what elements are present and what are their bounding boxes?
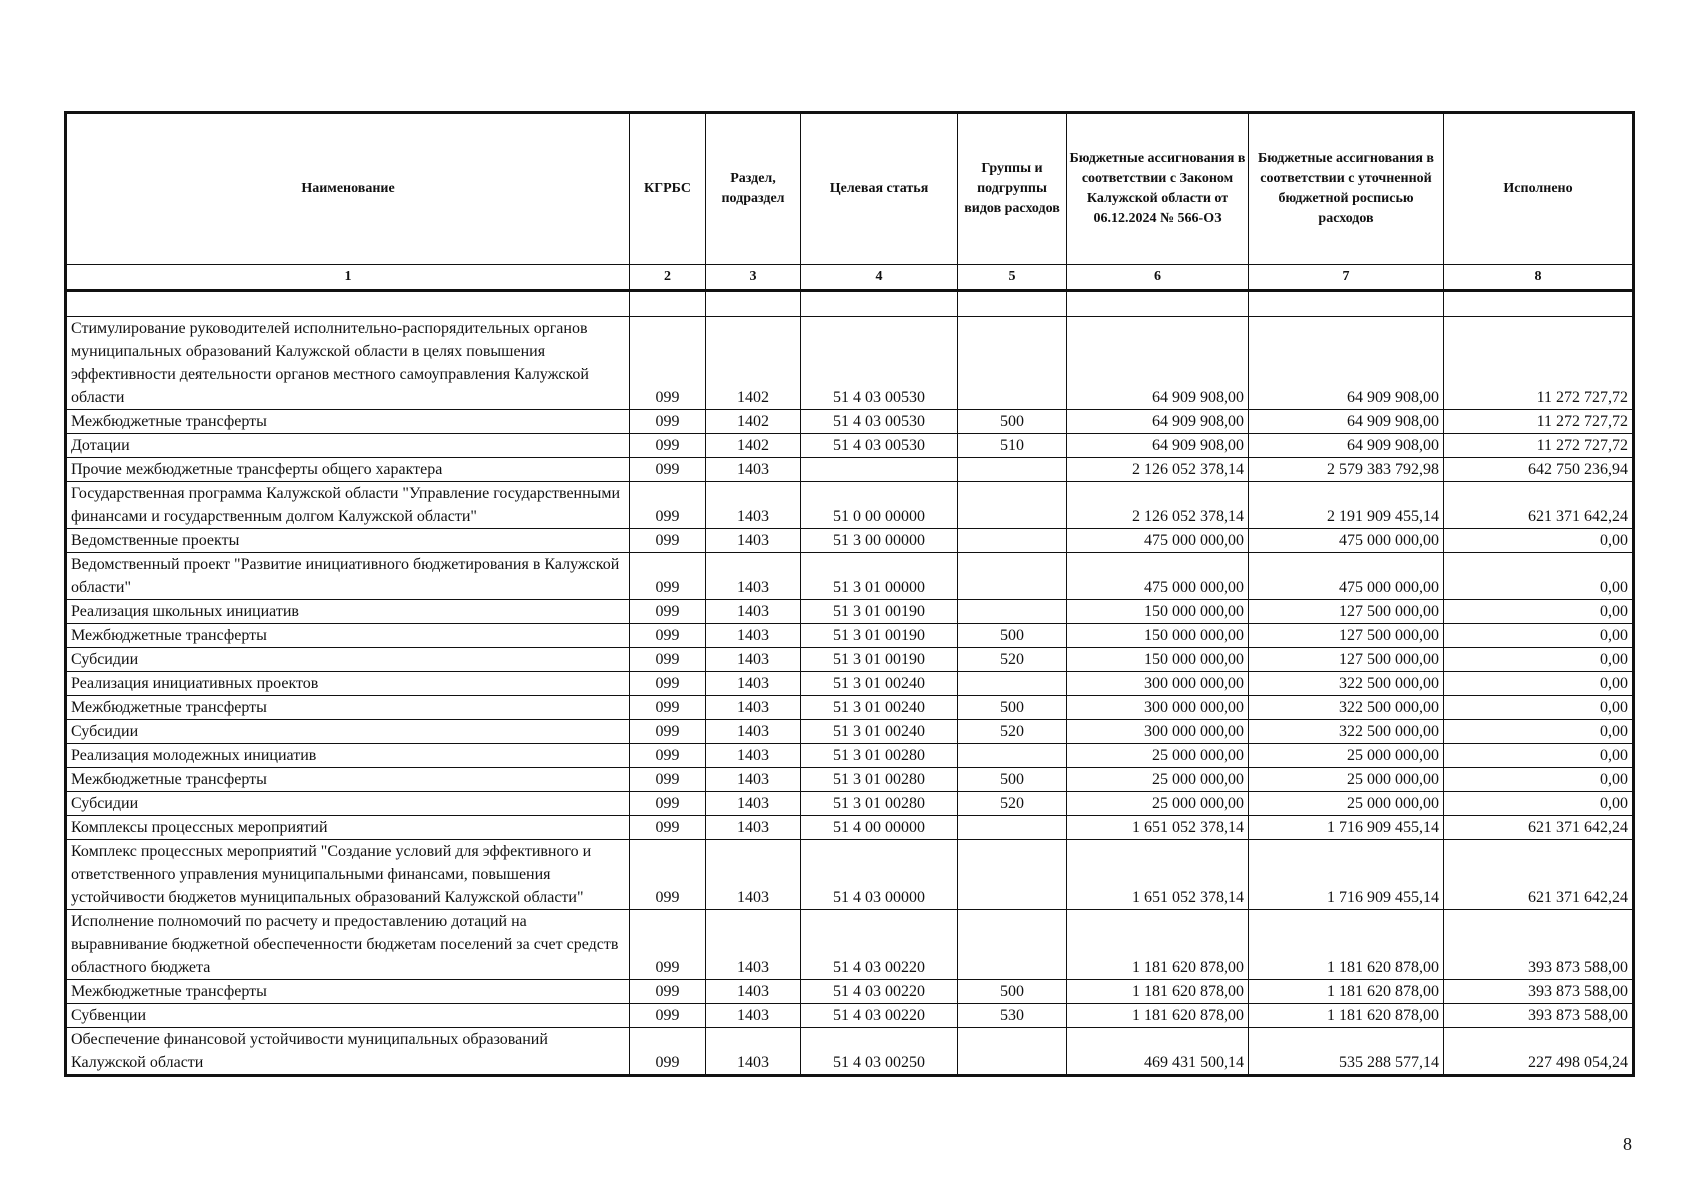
cell-name: Стимулирование руководителей исполнительно-распорядительных органов муниципальных образований Калужской области в целях повышения эффективности деятельности органов местного самоуправления Калужской области	[66, 317, 630, 410]
table-row	[66, 434, 1634, 458]
cell-section: 1403	[706, 816, 801, 840]
header-section: Раздел, подраздел	[706, 113, 801, 265]
cell-target: 51 4 03 00220	[801, 980, 958, 1004]
cell-group	[958, 816, 1067, 840]
table-row	[66, 980, 1634, 1004]
cell-name: Межбюджетные трансферты	[66, 410, 630, 434]
cell-executed: 0,00	[1444, 792, 1634, 816]
cell-law: 469 431 500,14	[1067, 1028, 1249, 1076]
cell-refined: 25 000 000,00	[1249, 744, 1444, 768]
cell-name: Субсидии	[66, 792, 630, 816]
cell-refined: 1 181 620 878,00	[1249, 980, 1444, 1004]
cell-target	[801, 458, 958, 482]
cell-kgrbs: 099	[630, 529, 706, 553]
cell-group	[958, 458, 1067, 482]
cell-group: 500	[958, 696, 1067, 720]
cell-kgrbs: 099	[630, 553, 706, 600]
cell-refined: 2 191 909 455,14	[1249, 482, 1444, 529]
cell-name: Государственная программа Калужской области "Управление государственными финансами и государственным долгом Калужской области"	[66, 482, 630, 529]
cell-executed: 0,00	[1444, 600, 1634, 624]
cell-law: 300 000 000,00	[1067, 696, 1249, 720]
cell-refined: 2 579 383 792,98	[1249, 458, 1444, 482]
cell-target: 51 4 03 00220	[801, 910, 958, 980]
cell-kgrbs: 099	[630, 910, 706, 980]
cell-kgrbs: 099	[630, 792, 706, 816]
page-number: 8	[1623, 1134, 1632, 1154]
cell-group	[958, 672, 1067, 696]
cell-target: 51 4 00 00000	[801, 816, 958, 840]
cell-group	[958, 600, 1067, 624]
cell-section: 1403	[706, 980, 801, 1004]
cell-kgrbs: 099	[630, 840, 706, 910]
cell-law: 300 000 000,00	[1067, 672, 1249, 696]
cell-kgrbs: 099	[630, 1028, 706, 1076]
cell-group: 500	[958, 624, 1067, 648]
column-number: 5	[958, 265, 1067, 291]
cell-executed: 621 371 642,24	[1444, 816, 1634, 840]
cell-kgrbs: 099	[630, 672, 706, 696]
cell-kgrbs: 099	[630, 624, 706, 648]
cell-section: 1403	[706, 768, 801, 792]
cell-kgrbs: 099	[630, 317, 706, 410]
cell-section: 1403	[706, 792, 801, 816]
column-number: 8	[1444, 265, 1634, 291]
column-number: 4	[801, 265, 958, 291]
cell-target: 51 3 01 00190	[801, 624, 958, 648]
cell-executed: 393 873 588,00	[1444, 910, 1634, 980]
cell-group: 520	[958, 648, 1067, 672]
header-refined: Бюджетные ассигнования в соответствии с уточненной бюджетной росписью расходов	[1249, 113, 1444, 265]
cell-group	[958, 553, 1067, 600]
cell-executed: 0,00	[1444, 624, 1634, 648]
cell-name: Реализация инициативных проектов	[66, 672, 630, 696]
cell-target: 51 3 01 00240	[801, 696, 958, 720]
cell-refined: 25 000 000,00	[1249, 768, 1444, 792]
cell-group	[958, 840, 1067, 910]
cell-refined: 1 181 620 878,00	[1249, 910, 1444, 980]
cell-name: Комплексы процессных мероприятий	[66, 816, 630, 840]
header-kgrbs: КГРБС	[630, 113, 706, 265]
cell-name: Реализация школьных инициатив	[66, 600, 630, 624]
column-number: 2	[630, 265, 706, 291]
spacer-row	[66, 291, 1634, 317]
cell-law: 64 909 908,00	[1067, 410, 1249, 434]
cell-executed: 621 371 642,24	[1444, 482, 1634, 529]
cell-target: 51 3 01 00240	[801, 720, 958, 744]
cell-executed: 227 498 054,24	[1444, 1028, 1634, 1076]
table-row	[66, 1004, 1634, 1028]
cell-kgrbs: 099	[630, 696, 706, 720]
cell-kgrbs: 099	[630, 458, 706, 482]
cell-section: 1403	[706, 910, 801, 980]
cell-executed: 0,00	[1444, 744, 1634, 768]
table-row	[66, 624, 1634, 648]
cell-kgrbs: 099	[630, 1004, 706, 1028]
cell-refined: 64 909 908,00	[1249, 434, 1444, 458]
cell-executed: 0,00	[1444, 768, 1634, 792]
cell-law: 64 909 908,00	[1067, 317, 1249, 410]
cell-target: 51 3 01 00000	[801, 553, 958, 600]
cell-section: 1403	[706, 624, 801, 648]
budget-table	[64, 111, 1635, 1077]
table-row	[66, 553, 1634, 600]
cell-law: 25 000 000,00	[1067, 768, 1249, 792]
cell-name: Комплекс процессных мероприятий "Создание условий для эффективного и ответственного управления муниципальными финансами, повышения устойчивости бюджетов муниципальных образований Калужской области"	[66, 840, 630, 910]
cell-executed: 0,00	[1444, 696, 1634, 720]
cell-name: Прочие межбюджетные трансферты общего характера	[66, 458, 630, 482]
cell-target: 51 3 01 00240	[801, 672, 958, 696]
cell-group: 510	[958, 434, 1067, 458]
cell-name: Субсидии	[66, 648, 630, 672]
cell-name: Межбюджетные трансферты	[66, 980, 630, 1004]
cell-refined: 1 181 620 878,00	[1249, 1004, 1444, 1028]
cell-refined: 127 500 000,00	[1249, 600, 1444, 624]
cell-law: 64 909 908,00	[1067, 434, 1249, 458]
cell-refined: 1 716 909 455,14	[1249, 816, 1444, 840]
cell-group: 500	[958, 410, 1067, 434]
cell-law: 150 000 000,00	[1067, 648, 1249, 672]
cell-executed: 0,00	[1444, 553, 1634, 600]
table-row	[66, 458, 1634, 482]
cell-name: Исполнение полномочий по расчету и предоставлению дотаций на выравнивание бюджетной обеспеченности бюджетам поселений за счет средств областного бюджета	[66, 910, 630, 980]
cell-target: 51 3 01 00280	[801, 744, 958, 768]
table-row	[66, 720, 1634, 744]
cell-refined: 475 000 000,00	[1249, 529, 1444, 553]
cell-kgrbs: 099	[630, 410, 706, 434]
cell-group	[958, 482, 1067, 529]
table-row	[66, 768, 1634, 792]
cell-section: 1402	[706, 410, 801, 434]
cell-section: 1402	[706, 434, 801, 458]
cell-law: 300 000 000,00	[1067, 720, 1249, 744]
cell-section: 1402	[706, 317, 801, 410]
cell-refined: 25 000 000,00	[1249, 792, 1444, 816]
column-number: 1	[66, 265, 630, 291]
cell-refined: 475 000 000,00	[1249, 553, 1444, 600]
cell-target: 51 3 01 00190	[801, 600, 958, 624]
cell-target: 51 4 03 00000	[801, 840, 958, 910]
cell-law: 25 000 000,00	[1067, 792, 1249, 816]
cell-law: 150 000 000,00	[1067, 600, 1249, 624]
cell-group: 520	[958, 720, 1067, 744]
cell-target: 51 4 03 00530	[801, 410, 958, 434]
cell-executed: 621 371 642,24	[1444, 840, 1634, 910]
cell-group	[958, 1028, 1067, 1076]
cell-law: 1 651 052 378,14	[1067, 840, 1249, 910]
cell-kgrbs: 099	[630, 980, 706, 1004]
cell-executed: 0,00	[1444, 720, 1634, 744]
table-row	[66, 792, 1634, 816]
table-row	[66, 816, 1634, 840]
cell-executed: 0,00	[1444, 529, 1634, 553]
cell-name: Межбюджетные трансферты	[66, 696, 630, 720]
column-number: 6	[1067, 265, 1249, 291]
table-row	[66, 910, 1634, 980]
cell-executed: 393 873 588,00	[1444, 1004, 1634, 1028]
cell-law: 1 651 052 378,14	[1067, 816, 1249, 840]
cell-group: 520	[958, 792, 1067, 816]
cell-target: 51 3 01 00280	[801, 768, 958, 792]
table-row	[66, 696, 1634, 720]
table-row	[66, 410, 1634, 434]
cell-name: Межбюджетные трансферты	[66, 768, 630, 792]
cell-group	[958, 744, 1067, 768]
cell-target: 51 3 01 00280	[801, 792, 958, 816]
cell-executed: 11 272 727,72	[1444, 410, 1634, 434]
cell-refined: 322 500 000,00	[1249, 672, 1444, 696]
header-law: Бюджетные ассигнования в соответствии с Законом Калужской области от 06.12.2024 № 566-ОЗ	[1067, 113, 1249, 265]
header-group: Группы и подгруппы видов расходов	[958, 113, 1067, 265]
cell-kgrbs: 099	[630, 482, 706, 529]
cell-executed: 642 750 236,94	[1444, 458, 1634, 482]
cell-kgrbs: 099	[630, 744, 706, 768]
cell-target: 51 4 03 00530	[801, 317, 958, 410]
cell-law: 1 181 620 878,00	[1067, 980, 1249, 1004]
cell-target: 51 3 01 00190	[801, 648, 958, 672]
cell-name: Субсидии	[66, 720, 630, 744]
cell-kgrbs: 099	[630, 648, 706, 672]
table-row	[66, 317, 1634, 410]
column-number-row	[66, 265, 1634, 291]
header-name: Наименование	[66, 113, 630, 265]
cell-kgrbs: 099	[630, 434, 706, 458]
cell-law: 475 000 000,00	[1067, 529, 1249, 553]
cell-section: 1403	[706, 1028, 801, 1076]
cell-name: Субвенции	[66, 1004, 630, 1028]
cell-law: 2 126 052 378,14	[1067, 482, 1249, 529]
cell-target: 51 0 00 00000	[801, 482, 958, 529]
cell-section: 1403	[706, 696, 801, 720]
cell-name: Дотации	[66, 434, 630, 458]
cell-target: 51 3 00 00000	[801, 529, 958, 553]
table-row	[66, 529, 1634, 553]
cell-kgrbs: 099	[630, 720, 706, 744]
cell-section: 1403	[706, 482, 801, 529]
cell-refined: 127 500 000,00	[1249, 624, 1444, 648]
cell-name: Обеспечение финансовой устойчивости муниципальных образований Калужской области	[66, 1028, 630, 1076]
cell-kgrbs: 099	[630, 768, 706, 792]
cell-group	[958, 529, 1067, 553]
cell-group	[958, 910, 1067, 980]
table-row	[66, 648, 1634, 672]
cell-section: 1403	[706, 1004, 801, 1028]
cell-law: 2 126 052 378,14	[1067, 458, 1249, 482]
cell-target: 51 4 03 00220	[801, 1004, 958, 1028]
cell-target: 51 4 03 00250	[801, 1028, 958, 1076]
cell-section: 1403	[706, 720, 801, 744]
cell-executed: 11 272 727,72	[1444, 317, 1634, 410]
cell-group: 500	[958, 980, 1067, 1004]
table-row	[66, 840, 1634, 910]
table-row	[66, 672, 1634, 696]
cell-executed: 393 873 588,00	[1444, 980, 1634, 1004]
cell-section: 1403	[706, 744, 801, 768]
cell-refined: 322 500 000,00	[1249, 720, 1444, 744]
cell-section: 1403	[706, 672, 801, 696]
cell-law: 1 181 620 878,00	[1067, 1004, 1249, 1028]
cell-refined: 322 500 000,00	[1249, 696, 1444, 720]
column-number: 3	[706, 265, 801, 291]
table-row	[66, 1028, 1634, 1076]
cell-refined: 127 500 000,00	[1249, 648, 1444, 672]
cell-target: 51 4 03 00530	[801, 434, 958, 458]
cell-executed: 0,00	[1444, 648, 1634, 672]
table-row	[66, 744, 1634, 768]
cell-executed: 11 272 727,72	[1444, 434, 1634, 458]
cell-group: 530	[958, 1004, 1067, 1028]
cell-kgrbs: 099	[630, 600, 706, 624]
cell-name: Межбюджетные трансферты	[66, 624, 630, 648]
cell-executed: 0,00	[1444, 672, 1634, 696]
column-number: 7	[1249, 265, 1444, 291]
cell-section: 1403	[706, 840, 801, 910]
table-body	[66, 291, 1634, 1076]
cell-section: 1403	[706, 648, 801, 672]
cell-refined: 64 909 908,00	[1249, 317, 1444, 410]
cell-section: 1403	[706, 529, 801, 553]
cell-name: Ведомственный проект "Развитие инициативного бюджетирования в Калужской области"	[66, 553, 630, 600]
cell-law: 150 000 000,00	[1067, 624, 1249, 648]
cell-kgrbs: 099	[630, 816, 706, 840]
cell-name: Реализация молодежных инициатив	[66, 744, 630, 768]
cell-law: 1 181 620 878,00	[1067, 910, 1249, 980]
cell-section: 1403	[706, 600, 801, 624]
table-row	[66, 482, 1634, 529]
cell-refined: 535 288 577,14	[1249, 1028, 1444, 1076]
cell-law: 475 000 000,00	[1067, 553, 1249, 600]
cell-law: 25 000 000,00	[1067, 744, 1249, 768]
cell-refined: 1 716 909 455,14	[1249, 840, 1444, 910]
cell-refined: 64 909 908,00	[1249, 410, 1444, 434]
cell-group: 500	[958, 768, 1067, 792]
cell-name: Ведомственные проекты	[66, 529, 630, 553]
table-row	[66, 600, 1634, 624]
cell-section: 1403	[706, 458, 801, 482]
header-target: Целевая статья	[801, 113, 958, 265]
cell-group	[958, 317, 1067, 410]
header-row	[66, 113, 1634, 265]
cell-section: 1403	[706, 553, 801, 600]
header-executed: Исполнено	[1444, 113, 1634, 265]
